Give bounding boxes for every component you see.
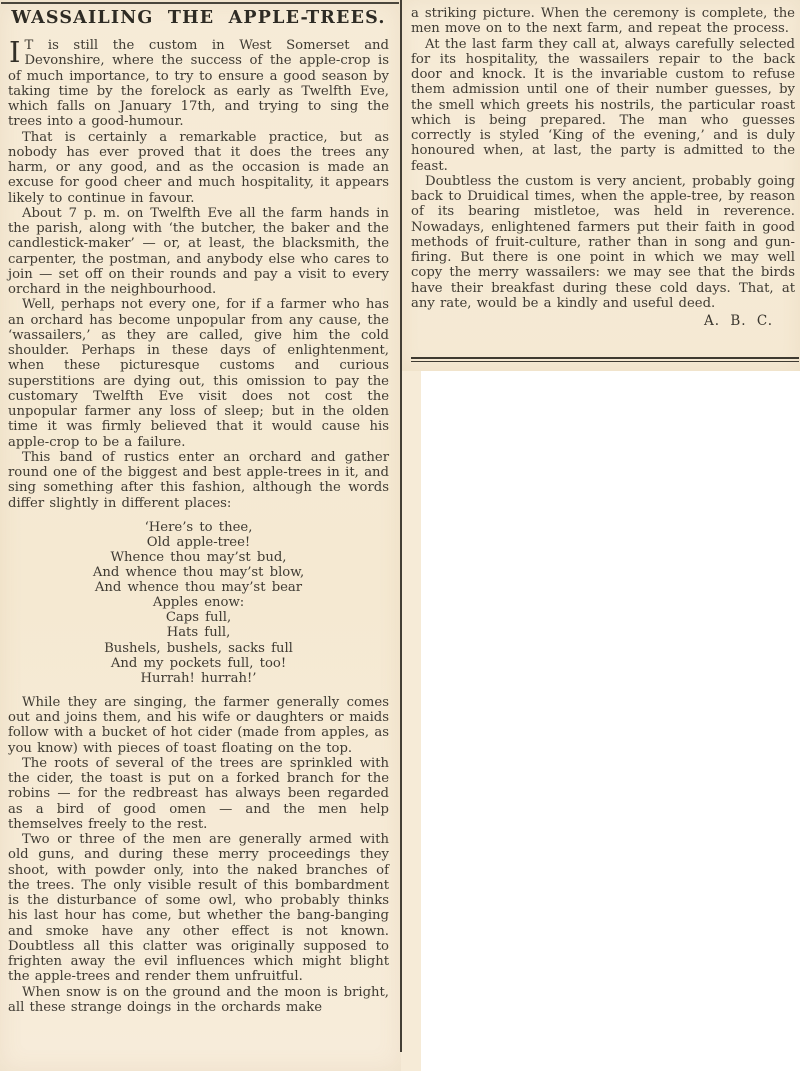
top-rule — [1, 2, 399, 4]
poem-line: Caps full, — [165, 610, 232, 626]
drop-cap: I — [9, 35, 21, 69]
paragraph: About 7 p. m. on Twelfth Eve all the farm hands in the parish, along with ‘the butcher, the baker and the candlestick-maker’ — or, at least, the blacksmith, the carpenter, the postman, and anybody else who cares to join — set off on their rounds and pay a visit to every orchard in the neighbourhood. — [8, 205, 389, 297]
opening-paragraph-text: T is still the custom in West Somerset and Devonshire, where the success of the apple-crop is of much importance, to try to ensure a good season by taking time by the forelock as early as Twelfth Eve, which falls on January 17th, and trying to sing the trees into a good-humour. — [8, 38, 389, 130]
poem-line: And my pockets full, too! — [110, 655, 287, 671]
poem-line: Apples enow: — [152, 595, 245, 611]
poem-line: Hurrah! hurrah!’ — [140, 670, 257, 686]
left-column — [8, 7, 389, 1015]
paragraph: Well, perhaps not every one, for if a farmer who has an orchard has become unpopular from any cause, the ‘wassailers,’ as they are called, give him the cold shoulder. Perhaps in these days of enlightenment, when these picturesque customs and curious superstitions are dying out, this omission to pay the customary Twelfth Eve visit does not cost the unpopular farmer any loss of sleep; but in the olden time it was firmly believed that it would cause his apple-crop to be a failure. — [8, 297, 389, 450]
poem-line: Hats full, — [166, 625, 231, 641]
poem-line: ‘Here’s to thee, — [144, 519, 253, 535]
article-title: WASSAILING THE APPLE-TREES. — [11, 8, 386, 28]
right-column — [411, 6, 795, 329]
paragraph: Doubtless the custom is very ancient, probably going back to Druidical times, when the apple-tree, by reason of its bearing mistletoe, was held in reverence. Nowadays, enlightened farmers put their faith in good methods of fruit-culture, rather than in song and gun-firing. But there is one point in which we may well copy the merry wassailers: we may see that the birds have their breakfast during these cold days. That, at any rate, would be a kindly and useful deed. — [411, 173, 795, 311]
right-column-margin-strip — [401, 371, 421, 1071]
opening-paragraph — [8, 35, 389, 130]
poem-line: And whence thou may’st blow, — [92, 565, 305, 581]
column-divider-rule — [400, 0, 402, 1052]
author-initials: A. B. C. — [704, 313, 773, 329]
paragraph: The roots of several of the trees are sprinkled with the cider, the toast is put on a forked branch for the robins — for the redbreast has always been regarded as a bird of good omen — and the men help themselves freely to the rest. — [8, 755, 389, 832]
poem-line: Whence thou may’st bud, — [110, 549, 287, 565]
paragraph: While they are singing, the farmer generally comes out and joins them, and his wife or daughters or maids follow with a bucket of hot cider (made from apples, as you know) with pieces of toast floating on the top. — [8, 694, 389, 756]
paragraph: That is certainly a remarkable practice, but as nobody has ever proved that it does the trees any harm, or any good, and as the occasion is made an excuse for good cheer and much hospitality, it appears likely to continue in favour. — [8, 129, 389, 206]
poem-line: Old apple-tree! — [146, 534, 251, 550]
paragraph: Two or three of the men are generally armed with old guns, and during these merry proceedings they shoot, with powder only, into the naked branches of the trees. The only visible result of this bombardment is the disturbance of some owl, who probably thinks his last hour has come, but whether the bang-banging and smoke have any other effect is not known. Doubtless all this clatter was originally supposed to frighten away the evil influences which might blight the apple-trees and render them unfruitful. — [8, 832, 389, 985]
paragraph: At the last farm they call at, always carefully selected for its hospitality, the wassailers repair to the back door and knock. It is the invariable custom to refuse them admission until one of their number guesses, by the smell which greets his nostrils, the particular roast which is being prepared. The man who guesses correctly is styled ‘King of the evening,’ and is duly honoured when, at last, the party is admitted to the feast. — [411, 36, 795, 174]
paragraph: When snow is on the ground and the moon is bright, all these strange doings in the orchards make — [8, 984, 389, 1015]
poem-line: And whence thou may’st bear — [94, 580, 303, 596]
poem-line: Bushels, bushels, sacks full — [104, 640, 293, 656]
paragraph: This band of rustics enter an orchard and gather round one of the biggest and best apple-trees in it, and sing something after this fashion, although the words differ slightly in different places: — [8, 449, 389, 511]
wassail-song — [8, 520, 389, 686]
article-end-double-rule — [411, 357, 799, 362]
continued-paragraph: a striking picture. When the ceremony is complete, the men move on to the next farm, and repeat the process. — [411, 6, 795, 37]
